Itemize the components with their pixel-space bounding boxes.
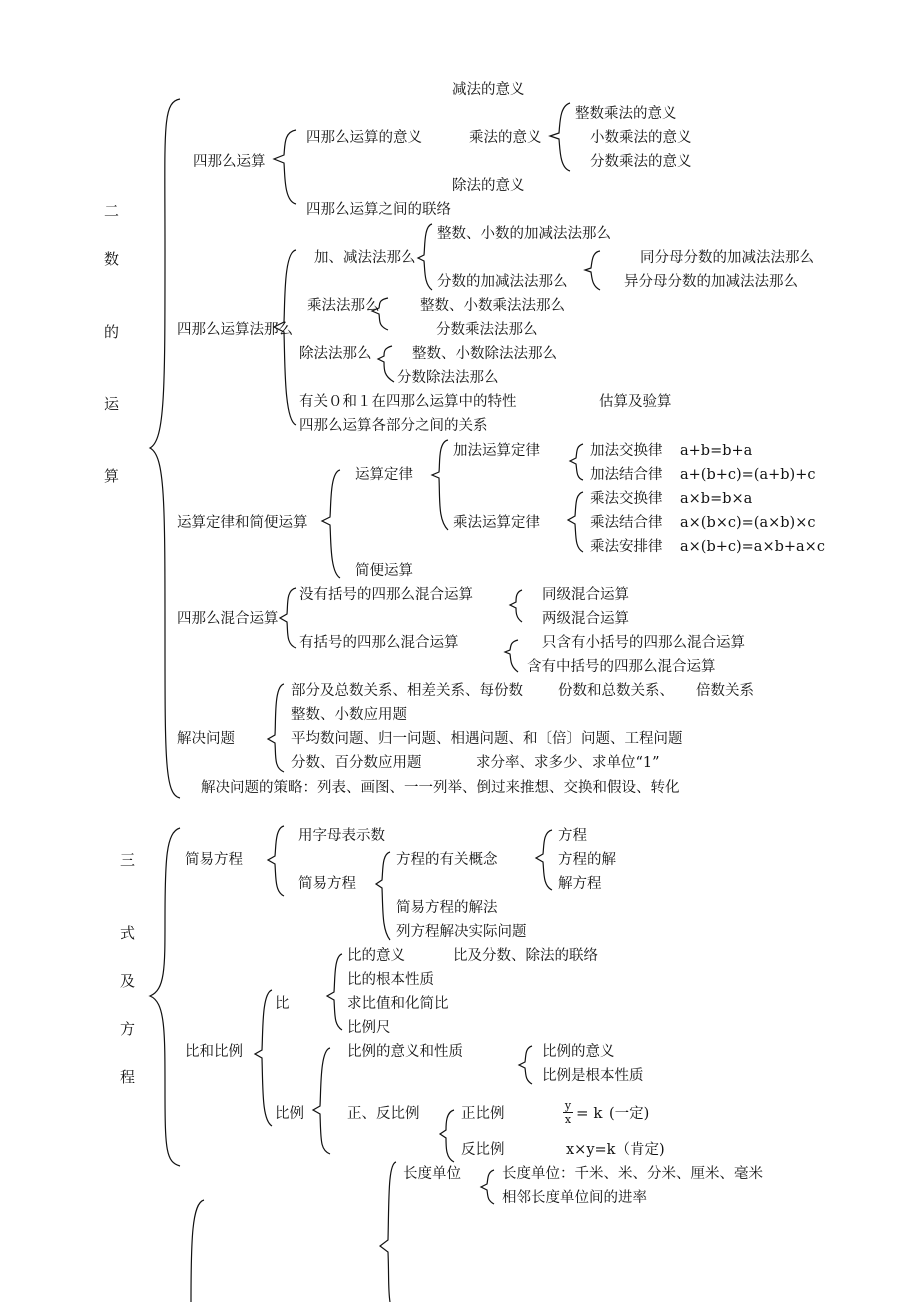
problems-line2: 整数、小数应用题 xyxy=(291,707,407,723)
ops-meaning: 四那么运算的意义 xyxy=(306,130,422,146)
fraction-denominator: x xyxy=(564,1113,572,1126)
estimate-check: 估算及验算 xyxy=(599,394,672,410)
mul-assoc-formula: a×(b×c)=(a×b)×c xyxy=(680,515,816,531)
problems-strategy: 解决问题的策略：列表、画图、一一列举、倒过来推想、交换和假设、转化 xyxy=(201,780,680,796)
positive-note: (一定) xyxy=(609,1106,650,1122)
add-meaning: 减法的意义 xyxy=(452,82,525,98)
add-assoc-formula: a+(b+c)=(a+b)+c xyxy=(680,467,816,483)
parts-relation: 四那么运算各部分之间的关系 xyxy=(299,418,488,434)
length-rate: 相邻长度单位间的进率 xyxy=(502,1190,647,1206)
problems-line4b: 求分率、求多少、求单位“1” xyxy=(476,755,660,771)
proportion-m2: 比例是根本性质 xyxy=(542,1068,644,1084)
mul-frac-meaning: 分数乘法的意义 xyxy=(590,154,692,170)
mul-comm-formula: a×b=b×a xyxy=(680,491,753,507)
problems-line1c: 倍数关系 xyxy=(696,683,754,699)
brace-section-4 xyxy=(191,1200,204,1302)
add-frac-rule: 分数的加减法法那么 xyxy=(437,274,568,290)
ratio-meaning: 比的意义 xyxy=(347,948,405,964)
simple-equation-label: 简易方程 xyxy=(185,852,243,868)
mul-int-meaning: 整数乘法的意义 xyxy=(575,106,677,122)
div-int-rule: 整数、小数除法法那么 xyxy=(412,346,557,362)
equation-apply: 列方程解决实际问题 xyxy=(396,924,527,940)
sec3-title-char: 式 xyxy=(120,924,136,942)
four-ops-rules-label: 四那么运算法那么 xyxy=(177,322,293,338)
mixed-label: 四那么混合运算 xyxy=(177,611,279,627)
add-law-label: 加法运算定律 xyxy=(453,443,540,459)
mul-law-label: 乘法运算定律 xyxy=(453,515,540,531)
sec3-title-char: 三 xyxy=(120,851,136,869)
mul-frac-rule: 分数乘法法那么 xyxy=(436,322,538,338)
ratio-property: 比的根本性质 xyxy=(347,972,434,988)
fraction-equals-k: = k xyxy=(576,1104,603,1122)
negative-proportion: 反比例 xyxy=(461,1142,505,1158)
mul-dist-formula: a×(b+c)=a×b+a×c xyxy=(680,539,825,555)
small-paren-mixed: 只含有小括号的四那么混合运算 xyxy=(542,635,745,651)
simple-equation-sub: 简易方程 xyxy=(298,876,356,892)
pos-neg-proportion: 正、反比例 xyxy=(347,1106,420,1122)
ratio-simplify: 求比值和化简比 xyxy=(347,996,449,1012)
length-unit-label: 长度单位 xyxy=(403,1166,461,1182)
simple-calc: 简便运算 xyxy=(355,563,413,579)
mul-int-rule: 整数、小数乘法法那么 xyxy=(420,298,565,314)
positive-proportion: 正比例 xyxy=(461,1106,505,1122)
negative-formula: x×y=k（肯定) xyxy=(566,1142,665,1158)
proportion-m1: 比例的意义 xyxy=(542,1044,615,1060)
mul-dec-meaning: 小数乘法的意义 xyxy=(590,130,692,146)
mul-rule: 乘法法那么 xyxy=(307,298,380,314)
mul-meaning: 乘法的意义 xyxy=(469,130,542,146)
div-frac-rule: 分数除法法那么 xyxy=(397,370,499,386)
sec2-title-char: 的 xyxy=(104,323,120,341)
equation-concept: 方程的有关概念 xyxy=(396,852,498,868)
sec3-title-char: 程 xyxy=(120,1068,136,1086)
add-int-rule: 整数、小数的加减法法那么 xyxy=(437,226,611,242)
ops-relation: 四那么运算之间的联络 xyxy=(306,202,451,218)
sec2-title-char: 二 xyxy=(104,202,120,220)
scale: 比例尺 xyxy=(347,1020,391,1036)
ratio-proportion-label: 比和比例 xyxy=(185,1044,243,1060)
equation-solution: 方程的解 xyxy=(558,852,616,868)
fraction-numerator: y xyxy=(564,1099,572,1112)
mul-assoc: 乘法结合律 xyxy=(590,515,663,531)
law-label: 运算定律 xyxy=(355,467,413,483)
ratio-relation: 比及分数、除法的联络 xyxy=(453,948,598,964)
no-paren-mixed: 没有括号的四那么混合运算 xyxy=(299,587,473,603)
problems-line1b: 份数和总数关系、 xyxy=(558,683,674,699)
length-units: 长度单位：千米、米、分米、厘米、毫米 xyxy=(502,1166,763,1182)
sec2-title-char: 运 xyxy=(104,395,120,413)
equation-term: 方程 xyxy=(558,828,587,844)
with-paren-mixed: 有括号的四那么混合运算 xyxy=(299,635,459,651)
two-level-mixed: 两级混合运算 xyxy=(542,611,629,627)
sec3-title-char: 及 xyxy=(120,972,136,990)
equation-method: 简易方程的解法 xyxy=(396,900,498,916)
solve-equation: 解方程 xyxy=(558,876,602,892)
add-sub-rule: 加、减法法那么 xyxy=(314,250,416,266)
mid-paren-mixed: 含有中括号的四那么混合运算 xyxy=(527,659,716,675)
add-comm: 加法交换律 xyxy=(590,443,663,459)
ratio-label: 比 xyxy=(275,996,290,1012)
mul-dist: 乘法安排律 xyxy=(590,539,663,555)
laws-label: 运算定律和简便运算 xyxy=(177,515,308,531)
problems-line4a: 分数、百分数应用题 xyxy=(291,755,422,771)
sec3-title-char: 方 xyxy=(120,1020,136,1038)
same-denom-rule: 同分母分数的加减法法那么 xyxy=(640,250,814,266)
proportion-meaning: 比例的意义和性质 xyxy=(347,1044,463,1060)
add-assoc: 加法结合律 xyxy=(590,467,663,483)
same-level-mixed: 同级混合运算 xyxy=(542,587,629,603)
zero-one-rule: 有关０和１在四那么运算中的特性 xyxy=(299,394,517,410)
add-comm-formula: a+b=b+a xyxy=(680,443,753,459)
mul-comm: 乘法交换律 xyxy=(590,491,663,507)
letters-for-numbers: 用字母表示数 xyxy=(298,828,385,844)
diff-denom-rule: 异分母分数的加减法法那么 xyxy=(624,274,798,290)
four-ops-label: 四那么运算 xyxy=(193,154,266,170)
div-rule: 除法法那么 xyxy=(299,346,372,362)
problems-line1a: 部分及总数关系、相差关系、每份数 xyxy=(291,683,523,699)
brace-section-2 xyxy=(150,99,180,798)
problems-label: 解决问题 xyxy=(177,731,235,747)
sec2-title-char: 数 xyxy=(104,250,120,268)
proportion-label: 比例 xyxy=(275,1106,304,1122)
brace-section-3 xyxy=(150,828,180,1166)
problems-line3: 平均数问题、归一问题、相遇问题、和〔倍〕问题、工程问题 xyxy=(291,731,683,747)
div-meaning: 除法的意义 xyxy=(452,178,525,194)
sec2-title-char: 算 xyxy=(104,467,120,485)
